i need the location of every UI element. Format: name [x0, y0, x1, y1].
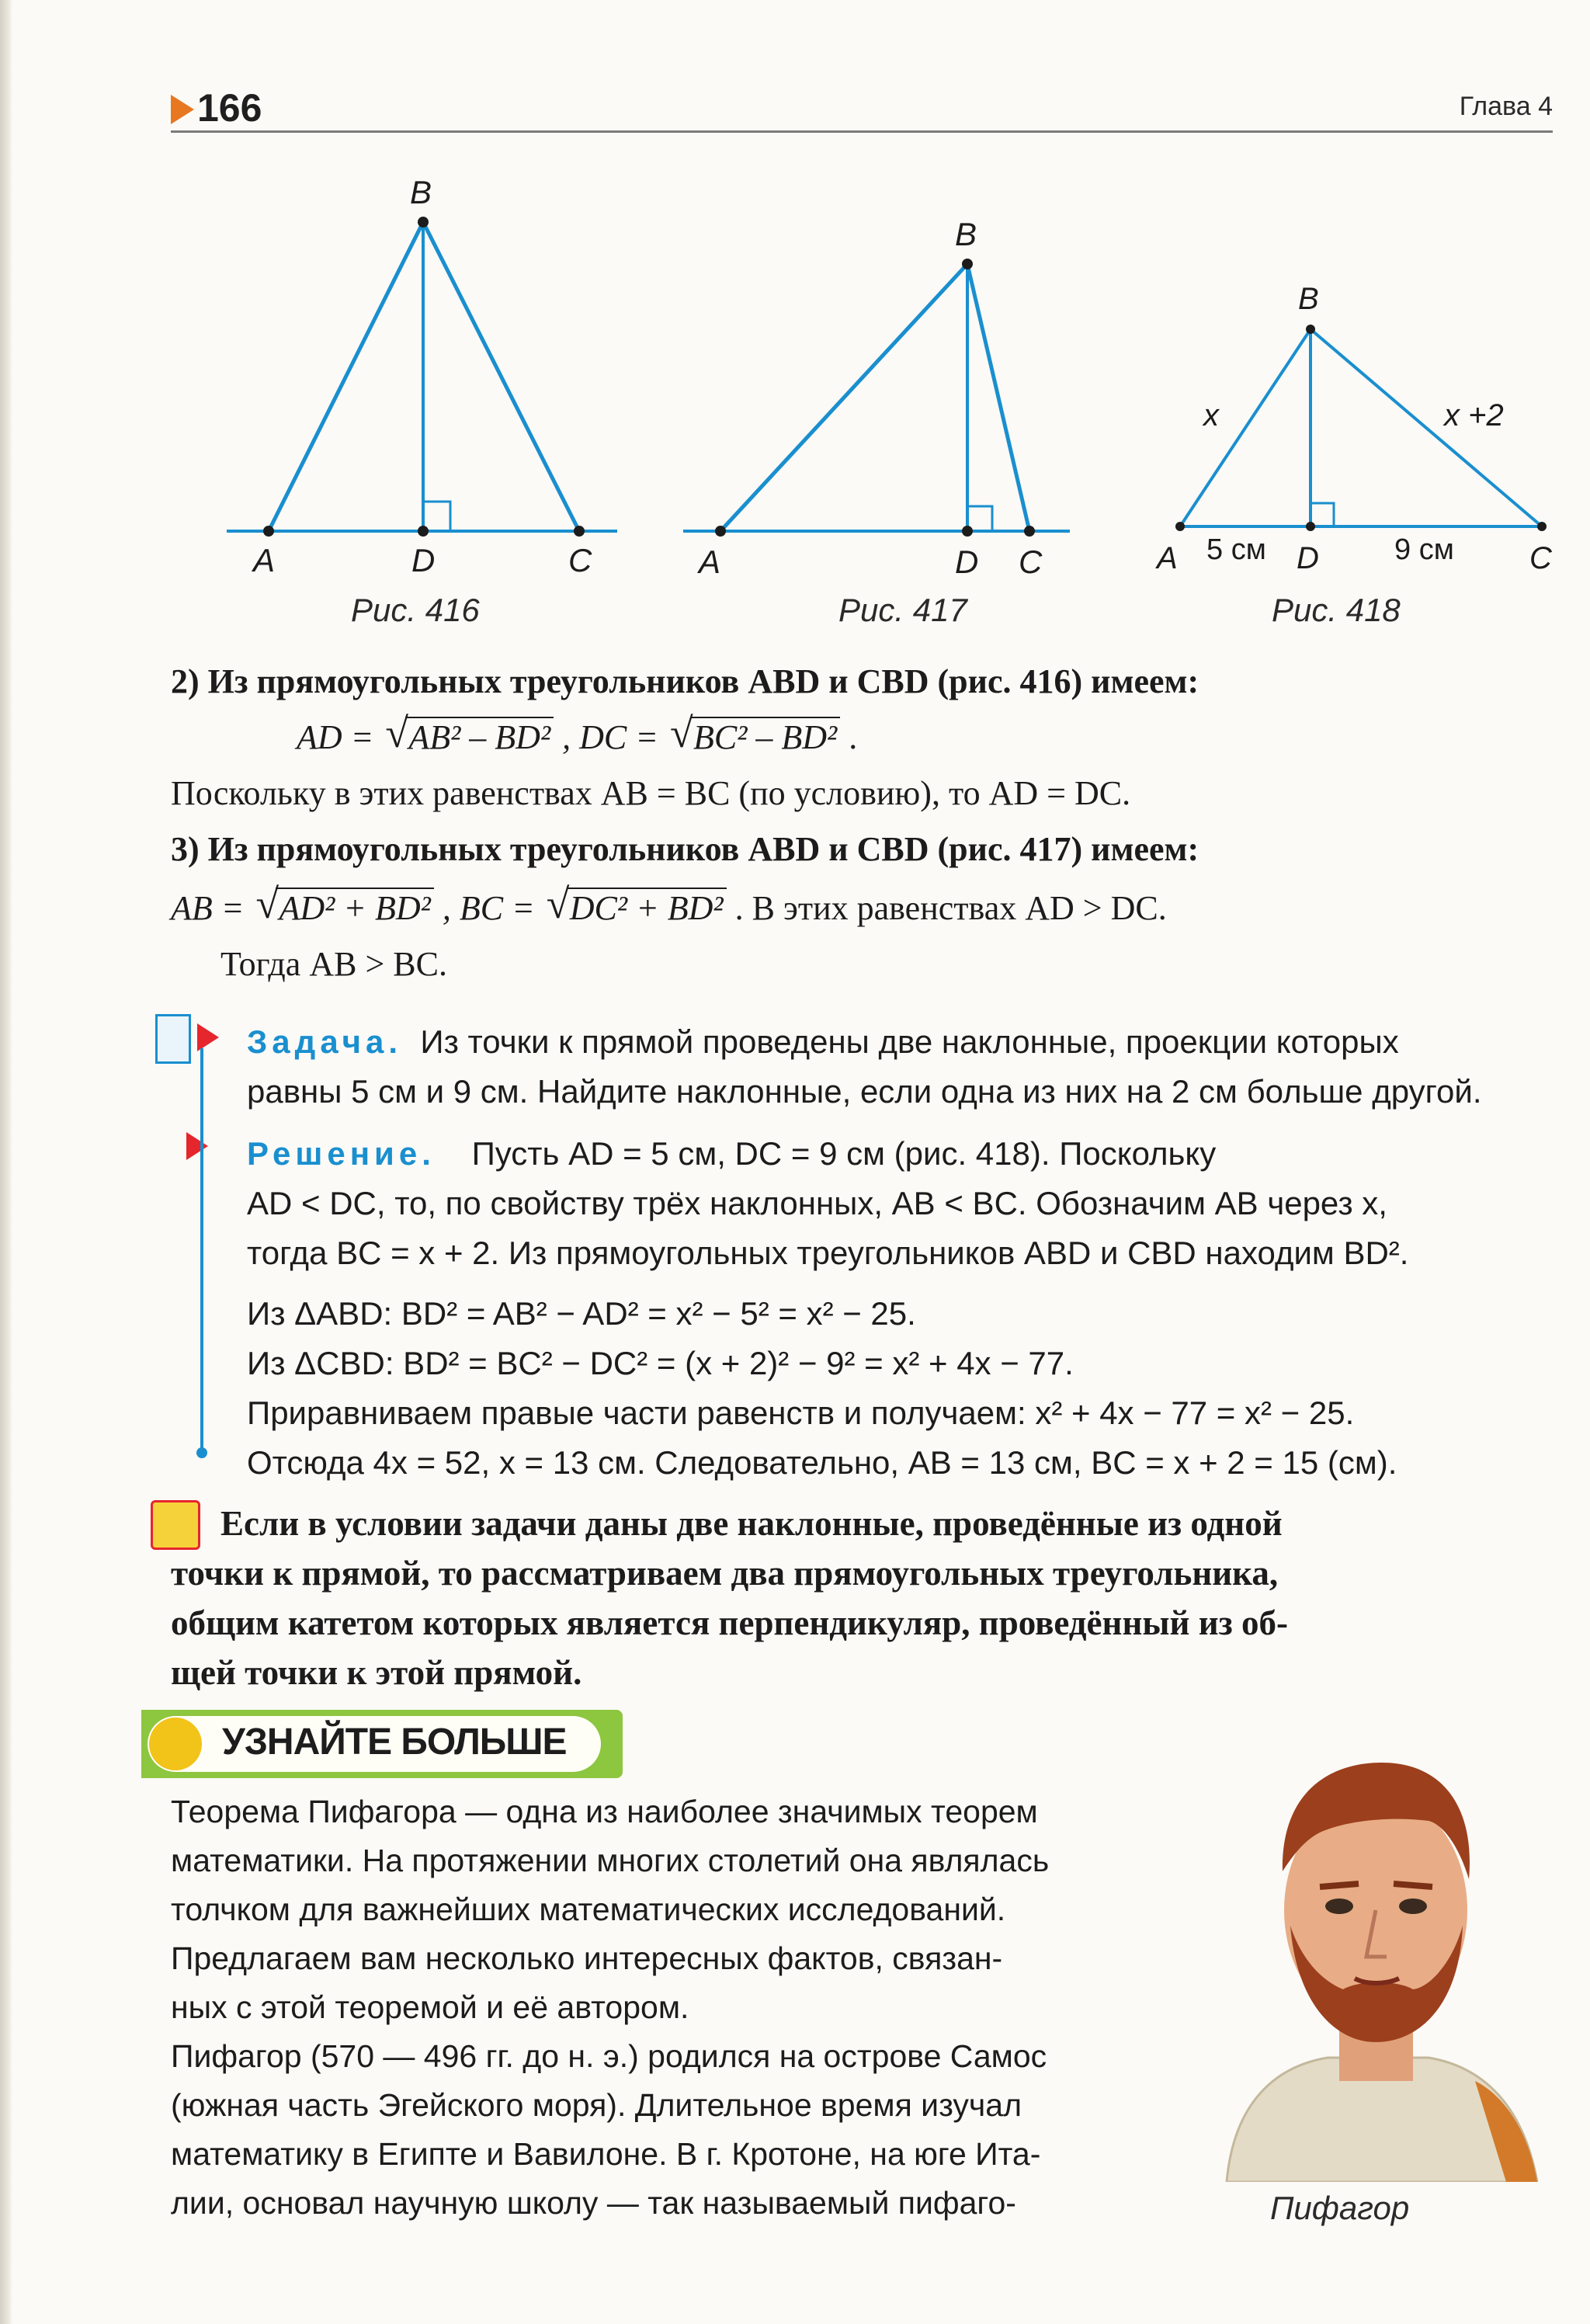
pointing-hand-icon	[151, 1500, 200, 1550]
solution-guide-dot	[196, 1447, 207, 1458]
learn-more-line: (южная часть Эгейского моря). Длительное время изучал	[171, 2087, 1022, 2123]
figure-416	[227, 174, 617, 578]
page-number: 166	[197, 86, 262, 130]
learn-more-line: Пифагор (570 — 496 гг. до н. э.) родился на острове Самос	[171, 2038, 1047, 2074]
solution-label: Решение.	[247, 1135, 436, 1172]
equation-1: Из ΔABD: BD² = AB² − AD² = x² − 5² = x² − 25.	[247, 1295, 916, 1332]
figures-row	[0, 155, 1590, 590]
learn-more-banner	[141, 1710, 623, 1778]
label-B: B	[955, 216, 977, 252]
figure-416-caption: Рис. 416	[351, 592, 480, 628]
solution-line-1: Решение. Пусть AD = 5 см, DC = 9 см (рис. 418). Поскольку	[247, 1135, 1217, 1172]
segment-ad-label: 5 см	[1206, 533, 1266, 566]
books-icon	[149, 1718, 202, 1770]
solution-line-3: тогда BC = x + 2. Из прямоугольных треугольников ABD и CBD находим BD².	[247, 1235, 1409, 1271]
learn-more-line: лии, основал научную школу — так называемый пифаго-	[171, 2185, 1016, 2221]
pythagoras-portrait	[1196, 1732, 1553, 2182]
proof-3-formula: AB = √ AD² + BD² , BC = √ DC² + BD² . В этих равенствах AD > DC.	[171, 881, 1167, 936]
proof-2-conclusion: Поскольку в этих равенствах AB = BC (по условию), то AD = DC.	[171, 774, 1131, 812]
label-B: B	[1298, 282, 1319, 316]
task-document-icon	[155, 1014, 191, 1064]
page-marker-arrow-icon	[171, 95, 194, 124]
solution-line-2: AD < DC, то, по свойству трёх наклонных, AB < BC. Обозначим AB через x,	[247, 1185, 1387, 1221]
proof-2-intro: 2) Из прямоугольных треугольников ABD и CBD (рис. 416) имеем:	[171, 662, 1199, 700]
side-bc-label: x +2	[1444, 398, 1504, 432]
proof-3-intro: 3) Из прямоугольных треугольников ABD и CBD (рис. 417) имеем:	[171, 830, 1199, 868]
learn-more-line: Предлагаем вам несколько интересных фактов, связан-	[171, 1940, 1003, 1976]
task-line-1: Задача. Из точки к прямой проведены две наклонные, проекции которых	[247, 1023, 1399, 1060]
learn-more-line: математику в Египте и Вавилоне. В г. Кротоне, на юге Ита-	[171, 2136, 1041, 2172]
figure-417-caption: Рис. 417	[838, 592, 967, 628]
solution-guide-line	[200, 1048, 203, 1452]
figure-418-caption: Рис. 418	[1272, 592, 1401, 628]
label-D: D	[1297, 541, 1319, 575]
label-A: A	[699, 544, 721, 580]
rule-line-1: Если в условии задачи даны две наклонные, проведённые из одной	[220, 1504, 1283, 1543]
proof-3-conclusion: Тогда AB > BC.	[220, 945, 447, 983]
learn-more-line: ных с этой теоремой и её автором.	[171, 1989, 689, 2025]
task-line-2: равны 5 см и 9 см. Найдите наклонные, если одна из них на 2 см больше другой.	[247, 1073, 1482, 1110]
label-B: B	[410, 174, 432, 210]
side-ab-label: x	[1203, 398, 1219, 432]
equation-2: Из ΔCBD: BD² = BC² − DC² = (x + 2)² − 9² = x² + 4x − 77.	[247, 1345, 1074, 1381]
segment-dc-label: 9 см	[1394, 533, 1454, 566]
solution-marker-icon	[186, 1132, 208, 1160]
portrait-caption: Пифагор	[1270, 2190, 1410, 2226]
label-A: A	[1157, 541, 1178, 575]
label-C: C	[568, 542, 592, 578]
equation-4: Отсюда 4x = 52, x = 13 см. Следовательно, AB = 13 см, BC = x + 2 = 15 (см).	[247, 1444, 1397, 1481]
label-C: C	[1019, 544, 1043, 580]
task-label: Задача.	[247, 1023, 403, 1060]
chapter-title: Глава 4	[1459, 92, 1553, 121]
learn-more-title: УЗНАЙТЕ БОЛЬШЕ	[222, 1721, 567, 1763]
label-C: C	[1529, 541, 1552, 575]
rule-line-4: щей точки к этой прямой.	[171, 1653, 582, 1692]
label-D: D	[955, 544, 979, 580]
figure-417	[683, 216, 1070, 580]
rule-line-3: общим катетом которых является перпендикуляр, проведённый из об-	[171, 1603, 1288, 1642]
figure-418	[1155, 282, 1553, 575]
label-D: D	[411, 542, 436, 578]
rule-line-2: точки к прямой, то рассматриваем два прямоугольных треугольника,	[171, 1554, 1279, 1593]
learn-more-line: математики. На протяжении многих столетий она являлась	[171, 1843, 1050, 1878]
equation-3: Приравниваем правые части равенств и получаем: x² + 4x − 77 = x² − 25.	[247, 1395, 1355, 1431]
learn-more-line: толчком для важнейших математических исследований.	[171, 1892, 1006, 1927]
label-A: A	[253, 542, 276, 578]
task-marker-icon	[197, 1023, 219, 1051]
proof-2-formula: AD = √ AB² – BD² , DC = √ BC² – BD² .	[297, 710, 857, 766]
learn-more-line: Теорема Пифагора — одна из наиболее значимых теорем	[171, 1794, 1038, 1829]
page-header	[171, 84, 1553, 133]
